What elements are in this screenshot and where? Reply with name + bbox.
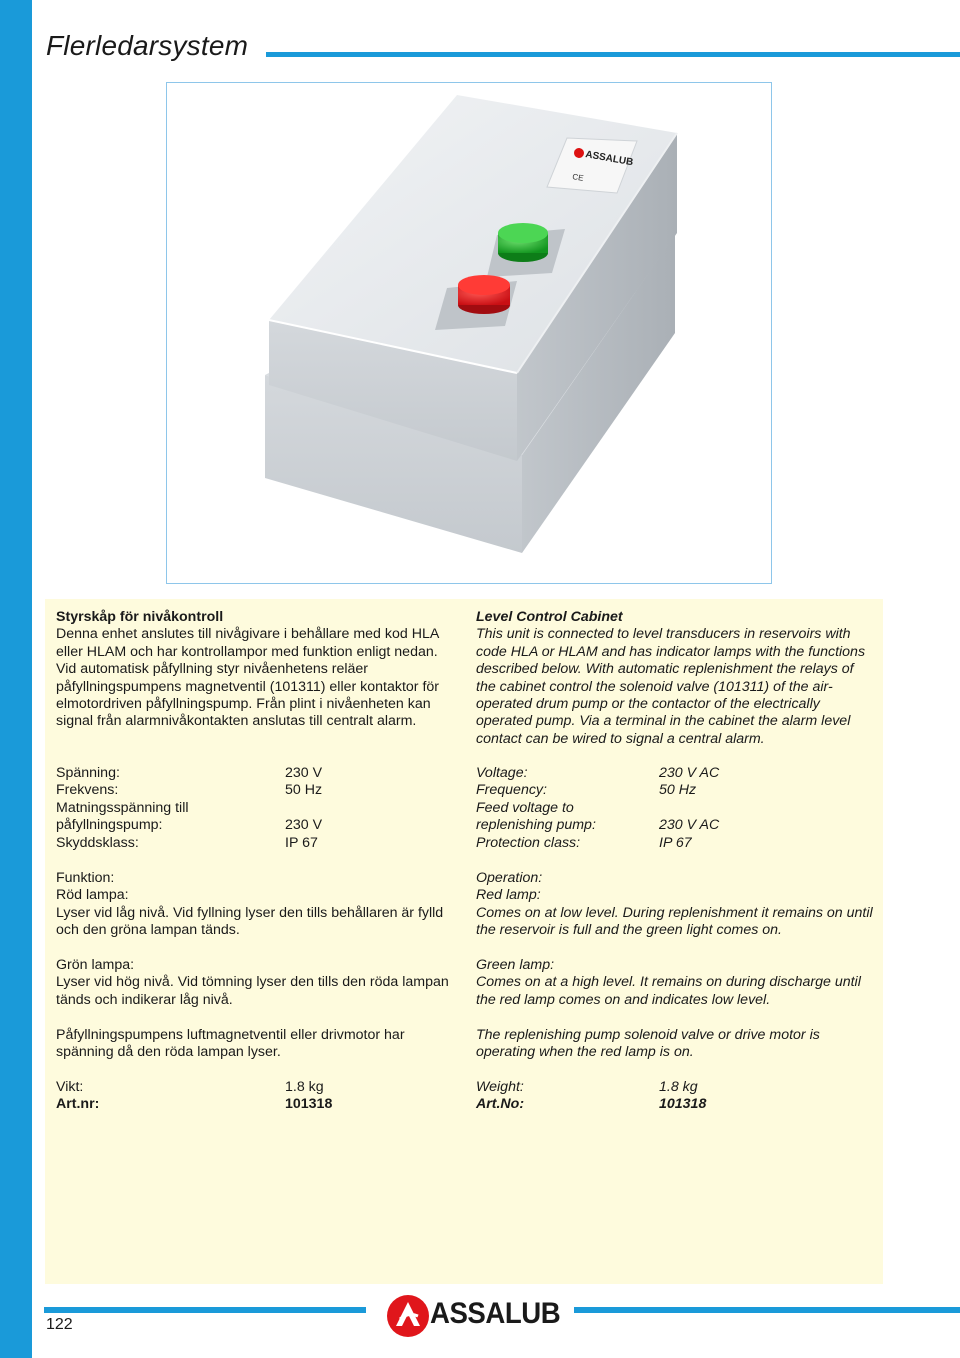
- swedish-spec-list: [56, 765, 456, 852]
- red-lamp-text: Lyser vid låg nivå. Vid fyllning lyser den tills behållaren är fylld och den gröna lampan tänds.: [56, 904, 444, 939]
- green-lamp-heading: Green lamp:: [476, 957, 555, 973]
- title-rule: [266, 52, 960, 57]
- cabinet-label-ce-mark: CE: [571, 172, 585, 183]
- spec-value: IP 67: [285, 834, 318, 851]
- english-spec-list: [476, 765, 876, 852]
- spec-label: Protection class:: [476, 834, 581, 851]
- page-title: Flerledarsystem: [46, 30, 249, 61]
- swedish-heading: Styrskåp för nivåkontroll: [56, 609, 224, 625]
- weight-label: Weight:: [476, 1079, 524, 1095]
- artno-row: [476, 1096, 876, 1113]
- spec-value: IP 67: [659, 834, 692, 851]
- spec-row: [476, 782, 876, 799]
- weight-value: 1.8 kg: [659, 1079, 698, 1095]
- spec-row: [56, 817, 456, 834]
- spec-label: Matningsspänning till: [56, 799, 189, 816]
- artno-value: 101318: [285, 1096, 333, 1113]
- cabinet-label-brand: ASSALUB: [584, 149, 634, 169]
- assalub-logo: [386, 1292, 561, 1340]
- spec-value: 230 V: [285, 817, 323, 834]
- pump-text: The replenishing pump solenoid valve or drive motor is operating when the red lamp is on.: [476, 1027, 820, 1061]
- spec-value: 230 V AC: [659, 765, 720, 781]
- spec-label: Spänning:: [56, 765, 120, 781]
- spec-label: replenishing pump:: [476, 817, 596, 834]
- function-heading: Funktion:: [56, 870, 115, 886]
- content-panel: [45, 599, 883, 1284]
- green-lamp-heading: Grön lampa:: [56, 957, 135, 973]
- green-lamp-text: Comes on at a high level. It remains on during discharge until the red lamp comes on and indicates low level.: [476, 974, 861, 1008]
- spec-row: [476, 835, 876, 852]
- function-heading: Operation:: [476, 870, 543, 886]
- spec-row: [56, 835, 456, 852]
- logo-text: ASSALUB: [430, 1297, 561, 1330]
- spec-label: Frequency:: [476, 782, 547, 799]
- green-lamp-text: Lyser vid hög nivå. Vid tömning lyser den tills den röda lampan tänds och indikerar låg nivå.: [56, 974, 449, 1008]
- spec-row: [476, 817, 876, 834]
- spec-row: [476, 800, 876, 817]
- spec-row: [56, 782, 456, 799]
- spec-label: Frekvens:: [56, 782, 119, 799]
- control-cabinet-illustration: [167, 83, 771, 583]
- spec-value: 50 Hz: [659, 782, 697, 799]
- artno-value: 101318: [659, 1096, 707, 1113]
- spec-label: Voltage:: [476, 765, 528, 781]
- weight-value: 1.8 kg: [285, 1079, 324, 1095]
- swedish-intro: Denna enhet anslutes till nivågivare i behållare med kod HLA eller HLAM och har kontrollampor med funktion enligt nedan. Vid automatisk påfyllning styr nivåenhetens reläer påfyllningspumpens magnetventil (101311) eller kontaktor för elmotordriven påfyllningspump. Från plint i nivåenheten kan signal från alarmnivåkontakten anslutas till centralt alarm.: [56, 626, 440, 730]
- red-lamp-heading: Röd lampa:: [56, 887, 129, 904]
- artno-label: Art.nr:: [56, 1096, 100, 1113]
- spec-row: [476, 765, 876, 782]
- pump-text: Påfyllningspumpens luftmagnetventil eller drivmotor har spänning då den röda lampan lyser.: [56, 1027, 405, 1061]
- weight-row: [476, 1079, 876, 1096]
- english-intro: This unit is connected to level transducers in reservoirs with code HLA or HLAM and has indicator lamps with the functions described below. With automatic replenishment the relays of the cabinet control the solenoid valve (101311) of the air-operated drum pump or the contactor of the electrically operated pump. Via a terminal in the cabinet the alarm level contact can be wired to signal a central alarm.: [476, 626, 866, 747]
- spec-label: påfyllningspump:: [56, 817, 163, 834]
- spec-row: [56, 800, 456, 817]
- spec-value: 230 V: [285, 765, 323, 781]
- artno-label: Art.No:: [476, 1096, 525, 1113]
- footer-rule-left: [44, 1307, 366, 1313]
- weight-row: [56, 1079, 456, 1096]
- english-heading: Level Control Cabinet: [476, 609, 623, 625]
- artno-row: [56, 1096, 456, 1113]
- left-sidebar-bar: [0, 0, 32, 1358]
- footer-rule-right: [574, 1307, 960, 1313]
- spec-row: [56, 765, 456, 782]
- spec-label: Feed voltage to: [476, 799, 574, 816]
- spec-value: 50 Hz: [285, 782, 323, 799]
- assalub-logo-icon: [386, 1292, 430, 1340]
- spec-label: Skyddsklass:: [56, 834, 139, 851]
- product-photo: [166, 82, 772, 584]
- spec-value: 230 V AC: [659, 817, 720, 834]
- page-number: 122: [46, 1316, 73, 1333]
- red-lamp-heading: Red lamp:: [476, 887, 541, 904]
- weight-label: Vikt:: [56, 1079, 84, 1095]
- red-lamp-text: Comes on at low level. During replenishment it remains on until the reservoir is full and the green light comes on.: [476, 904, 873, 939]
